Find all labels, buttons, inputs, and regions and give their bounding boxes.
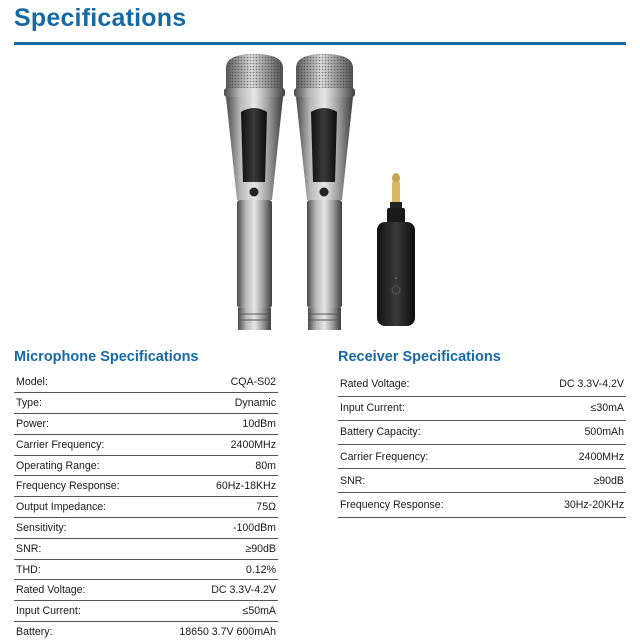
spec-row	[14, 393, 278, 414]
microphone-specs-heading: Microphone Specifications	[14, 349, 199, 365]
spec-row	[14, 580, 278, 601]
spec-label: Sensitivity:	[14, 518, 150, 539]
spec-value: CQA-S02	[150, 372, 278, 393]
spec-row	[14, 601, 278, 622]
spec-label: Input Current:	[14, 601, 150, 622]
spec-value: DC 3.3V-4.2V	[514, 372, 626, 396]
spec-label: Carrier Frequency:	[14, 434, 150, 455]
spec-value: 10dBm	[150, 414, 278, 435]
spec-row	[14, 434, 278, 455]
spec-row	[14, 414, 278, 435]
page-title: Specifications	[14, 4, 187, 32]
spec-label: THD:	[14, 559, 150, 580]
spec-label: Rated Voltage:	[14, 580, 150, 601]
spec-label: SNR:	[338, 469, 514, 493]
spec-label: Frequency Response:	[14, 476, 150, 497]
spec-row	[338, 372, 626, 396]
spec-row	[338, 420, 626, 444]
spec-row	[14, 455, 278, 476]
spec-value: -100dBm	[150, 518, 278, 539]
spec-row	[14, 372, 278, 393]
spec-value: ≤30mA	[514, 396, 626, 420]
spec-label: SNR:	[14, 538, 150, 559]
receiver-specs-heading: Receiver Specifications	[338, 349, 501, 365]
microphone-right	[294, 54, 355, 330]
spec-value: 75Ω	[150, 497, 278, 518]
spec-value: 0.12%	[150, 559, 278, 580]
spec-value: 60Hz-18KHz	[150, 476, 278, 497]
spec-value: 18650 3.7V 600mAh	[179, 626, 276, 639]
spec-label: Rated Voltage:	[338, 372, 514, 396]
spec-label: Output Impedance:	[14, 497, 150, 518]
spec-row	[338, 445, 626, 469]
spec-row	[14, 497, 278, 518]
spec-label: Battery:	[16, 626, 53, 639]
receiver-specs-table	[338, 372, 626, 518]
receiver-image	[377, 173, 415, 326]
spec-value: ≥90dB	[150, 538, 278, 559]
spec-row	[14, 559, 278, 580]
spec-label: Model:	[14, 372, 150, 393]
spec-label: Type:	[14, 393, 150, 414]
spec-label: Power:	[14, 414, 150, 435]
spec-value: 30Hz-20KHz	[514, 493, 626, 517]
spec-label: Operating Range:	[14, 455, 150, 476]
spec-value: Dynamic	[150, 393, 278, 414]
microphone-specs-table	[14, 372, 278, 642]
spec-label: Input Current:	[338, 396, 514, 420]
spec-row	[338, 396, 626, 420]
spec-label: Carrier Frequency:	[338, 445, 514, 469]
spec-value: 500mAh	[514, 420, 626, 444]
product-image	[0, 50, 640, 340]
microphone-left	[224, 54, 285, 330]
spec-row	[338, 493, 626, 517]
spec-row	[14, 518, 278, 539]
spec-value: ≤50mA	[150, 601, 278, 622]
spec-row	[14, 622, 278, 642]
spec-row	[14, 476, 278, 497]
spec-label: Frequency Response:	[338, 493, 514, 517]
spec-row	[338, 469, 626, 493]
spec-value: ≥90dB	[514, 469, 626, 493]
spec-value: 80m	[150, 455, 278, 476]
spec-value: 2400MHz	[150, 434, 278, 455]
title-divider	[14, 42, 626, 45]
spec-value: 2400MHz	[514, 445, 626, 469]
spec-label: Battery Capacity:	[338, 420, 514, 444]
spec-value: DC 3.3V-4.2V	[150, 580, 278, 601]
spec-row	[14, 538, 278, 559]
